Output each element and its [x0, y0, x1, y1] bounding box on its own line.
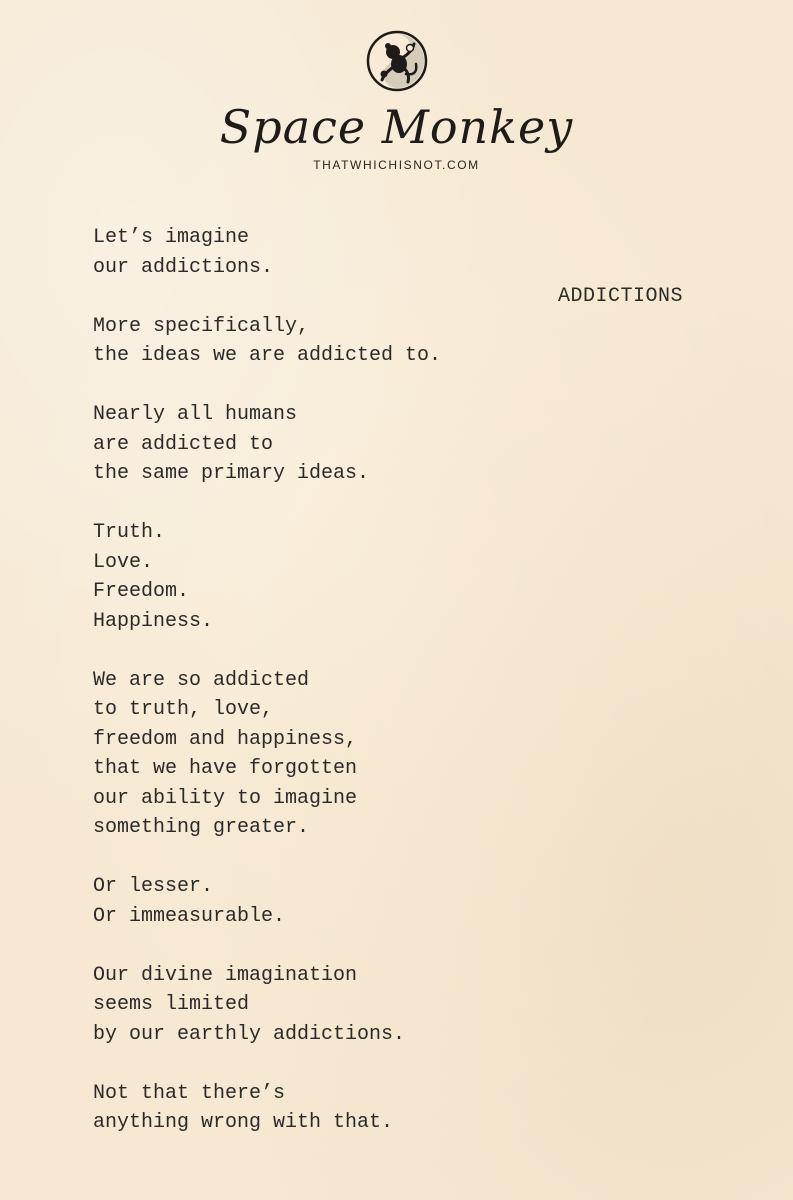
poem-line: are addicted to	[93, 432, 274, 456]
poem-line: More specifically,	[93, 314, 310, 338]
poem-stanza	[93, 223, 553, 282]
poem-line: Not that there’s	[93, 1081, 286, 1105]
poem-line: something greater.	[93, 816, 310, 839]
poem-line: Let’s imagine	[93, 226, 250, 249]
poem-title: ADDICTIONS	[558, 285, 684, 308]
poem-line: Freedom.	[93, 580, 190, 603]
poem-stanza	[93, 872, 553, 931]
poem-stanza	[93, 961, 553, 1050]
poem-line: We are so addicted	[93, 668, 310, 692]
brand-url: THATWHICHISNOT.COM	[313, 158, 480, 172]
poem-stanza	[93, 312, 553, 371]
poem-line: our ability to imagine	[93, 786, 358, 810]
poem-line: to truth, love,	[93, 698, 274, 721]
site-header	[0, 30, 793, 172]
poem-line: the same primary ideas.	[93, 462, 370, 485]
poem-line: Our divine imagination	[93, 963, 358, 987]
poem-line: Nearly all humans	[93, 403, 298, 426]
poem-line: that we have forgotten	[93, 757, 358, 780]
poem-line: the ideas we are addicted to.	[93, 344, 442, 367]
poem-line: our addictions.	[93, 255, 274, 279]
poem-stanza	[93, 518, 553, 636]
brand-name: Space Monkey	[219, 100, 574, 154]
poem-stanza	[93, 1079, 553, 1138]
poem-stanza	[93, 666, 553, 843]
poem-line: Truth.	[93, 521, 166, 544]
poem-line: Or lesser.	[93, 875, 214, 898]
monkey-logo-icon	[366, 30, 428, 92]
poem-line: seems limited	[93, 993, 250, 1016]
poem-stanza	[93, 400, 553, 489]
poem-line: by our earthly addictions.	[93, 1022, 406, 1046]
poem-line: anything wrong with that.	[93, 1111, 394, 1134]
poem-line: Happiness.	[93, 609, 214, 633]
poem-line: Or immeasurable.	[93, 904, 286, 928]
poem-body	[93, 223, 553, 1167]
poem-line: freedom and happiness,	[93, 727, 358, 751]
poem-line: Love.	[93, 550, 154, 574]
